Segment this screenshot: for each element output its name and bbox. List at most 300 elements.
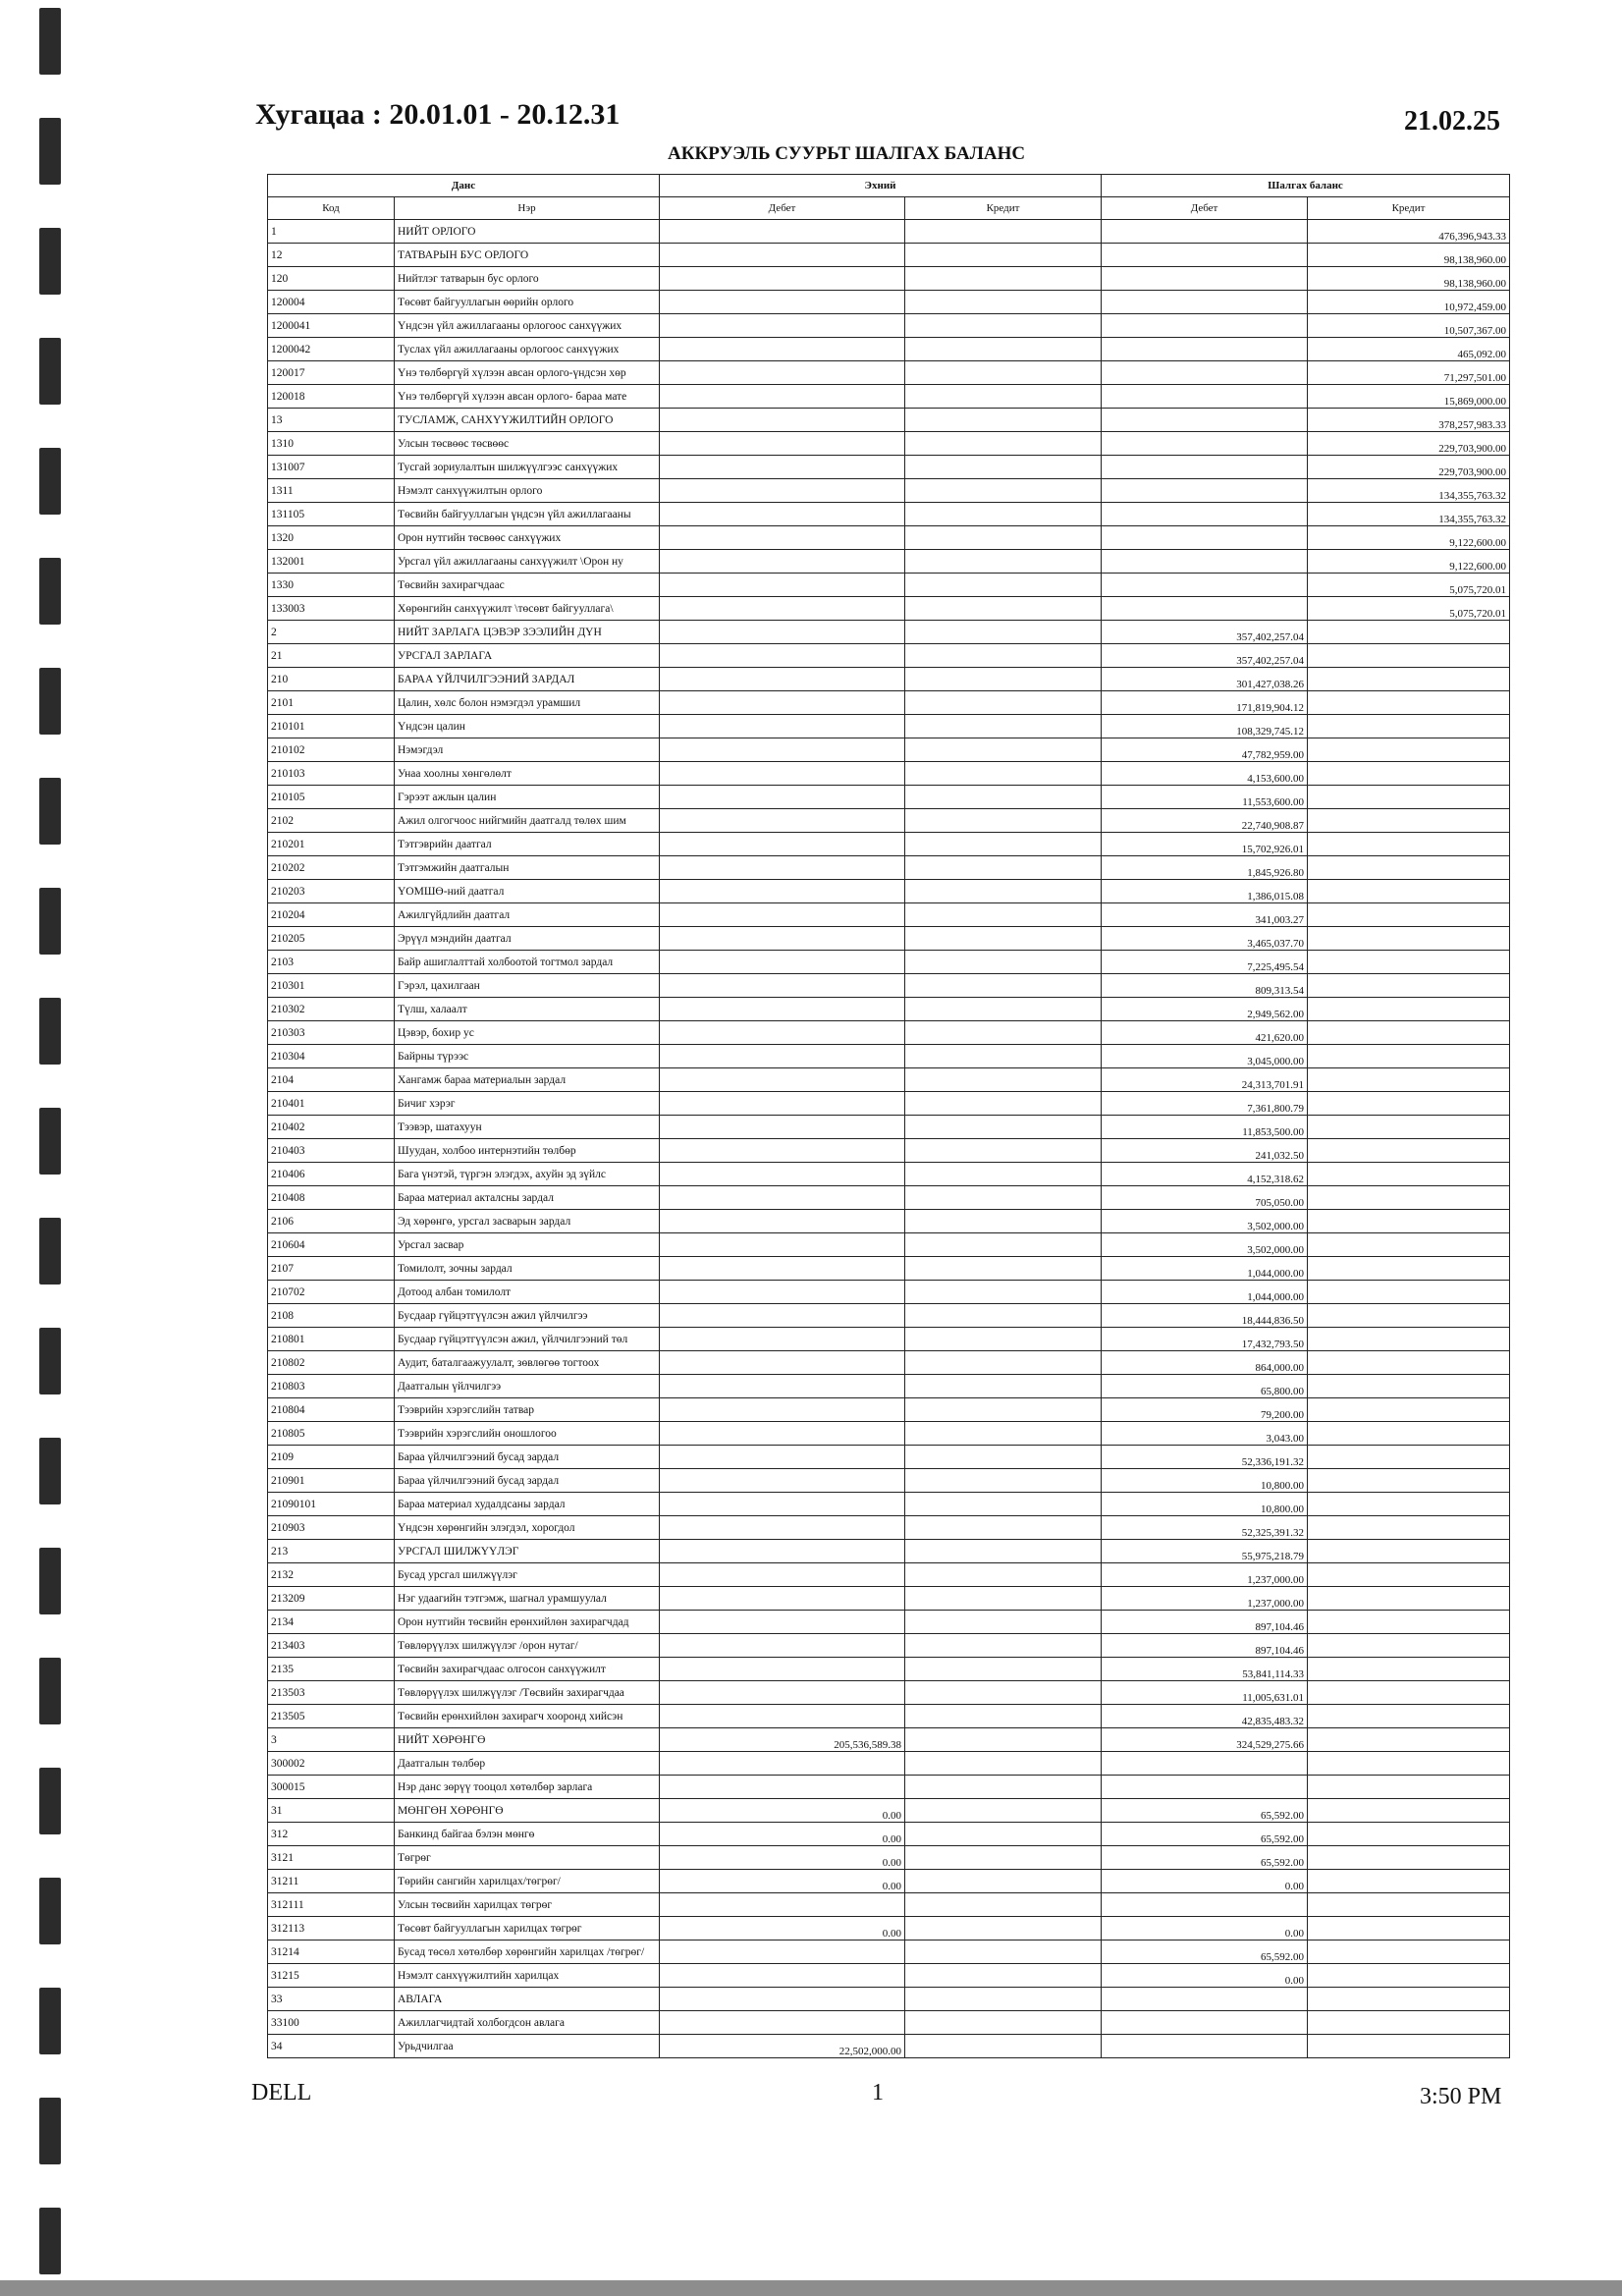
account-code-cell: 210102 bbox=[268, 738, 395, 762]
binding-hole bbox=[39, 1438, 61, 1504]
table-row bbox=[268, 903, 1510, 927]
opening-debit-cell bbox=[660, 1398, 905, 1422]
opening-debit-cell bbox=[660, 574, 905, 597]
account-name-cell: Даатгалын төлбөр bbox=[395, 1752, 660, 1776]
opening-debit-cell bbox=[660, 1233, 905, 1257]
check-credit-cell bbox=[1308, 2011, 1510, 2035]
account-name-cell: Гэрээт ажлын цалин bbox=[395, 786, 660, 809]
opening-credit-cell bbox=[905, 1563, 1102, 1587]
table-row bbox=[268, 550, 1510, 574]
account-name-cell: Бага үнэтэй, түргэн элэгдэх, ахуйн эд зүйлс bbox=[395, 1163, 660, 1186]
check-debit-cell bbox=[1102, 267, 1308, 291]
opening-debit-cell bbox=[660, 550, 905, 574]
opening-debit-cell bbox=[660, 1139, 905, 1163]
check-debit-cell bbox=[1102, 244, 1308, 267]
opening-credit-cell bbox=[905, 903, 1102, 927]
account-name-cell: Орон нутгийн төсвөөс санхүүжих bbox=[395, 526, 660, 550]
opening-credit-cell bbox=[905, 1799, 1102, 1823]
account-name-cell: УРСГАЛ ЗАРЛАГА bbox=[395, 644, 660, 668]
account-name-cell: Орон нутгийн төсвийн ерөнхийлөн захирагчдад bbox=[395, 1611, 660, 1634]
check-credit-cell bbox=[1308, 1328, 1510, 1351]
account-code-cell: 33 bbox=[268, 1988, 395, 2011]
check-credit-cell bbox=[1308, 1540, 1510, 1563]
check-debit-cell: 357,402,257.04 bbox=[1102, 644, 1308, 668]
account-code-cell: 31211 bbox=[268, 1870, 395, 1893]
opening-debit-cell bbox=[660, 1705, 905, 1728]
check-credit-cell: 15,869,000.00 bbox=[1308, 385, 1510, 409]
opening-credit-cell bbox=[905, 1163, 1102, 1186]
account-name-cell: Төсөвт байгууллагын харилцах төгрөг bbox=[395, 1917, 660, 1941]
account-code-cell: 31214 bbox=[268, 1941, 395, 1964]
check-debit-cell: 421,620.00 bbox=[1102, 1021, 1308, 1045]
check-credit-cell bbox=[1308, 998, 1510, 1021]
account-code-cell: 213209 bbox=[268, 1587, 395, 1611]
table-row bbox=[268, 1139, 1510, 1163]
opening-credit-cell bbox=[905, 998, 1102, 1021]
opening-credit-cell bbox=[905, 668, 1102, 691]
opening-credit-cell bbox=[905, 1257, 1102, 1281]
opening-credit-cell bbox=[905, 1728, 1102, 1752]
account-code-cell: 210408 bbox=[268, 1186, 395, 1210]
opening-credit-cell bbox=[905, 2035, 1102, 2058]
account-name-cell: Бусдаар гүйцэтгүүлсэн ажил, үйлчилгээний төл bbox=[395, 1328, 660, 1351]
check-credit-cell bbox=[1308, 738, 1510, 762]
opening-credit-cell bbox=[905, 2011, 1102, 2035]
table-row bbox=[268, 927, 1510, 951]
account-code-cell: 13 bbox=[268, 409, 395, 432]
account-code-cell: 2106 bbox=[268, 1210, 395, 1233]
account-code-cell: 312 bbox=[268, 1823, 395, 1846]
check-credit-cell bbox=[1308, 1799, 1510, 1823]
account-name-cell: Тээврийн хэрэгслийн татвар bbox=[395, 1398, 660, 1422]
opening-credit-cell bbox=[905, 1210, 1102, 1233]
binding-hole bbox=[39, 1768, 61, 1834]
opening-debit-cell bbox=[660, 856, 905, 880]
account-name-cell: Үндсэн үйл ажиллагааны орлогоос санхүүжих bbox=[395, 314, 660, 338]
account-code-cell: 210901 bbox=[268, 1469, 395, 1493]
check-debit-cell: 809,313.54 bbox=[1102, 974, 1308, 998]
check-debit-cell: 0.00 bbox=[1102, 1917, 1308, 1941]
opening-debit-cell bbox=[660, 597, 905, 621]
opening-debit-cell bbox=[660, 1186, 905, 1210]
account-name-cell: Төсөвт байгууллагын өөрийн орлого bbox=[395, 291, 660, 314]
opening-debit-cell bbox=[660, 833, 905, 856]
check-credit-cell bbox=[1308, 1917, 1510, 1941]
binding-hole bbox=[39, 1108, 61, 1175]
opening-credit-cell bbox=[905, 479, 1102, 503]
opening-credit-cell bbox=[905, 1540, 1102, 1563]
table-row bbox=[268, 1540, 1510, 1563]
account-name-cell: Бусдаар гүйцэтгүүлсэн ажил үйлчилгээ bbox=[395, 1304, 660, 1328]
table-row bbox=[268, 597, 1510, 621]
check-credit-cell bbox=[1308, 856, 1510, 880]
opening-credit-cell bbox=[905, 1351, 1102, 1375]
opening-credit-cell bbox=[905, 432, 1102, 456]
opening-debit-cell bbox=[660, 244, 905, 267]
check-debit-cell: 65,592.00 bbox=[1102, 1799, 1308, 1823]
table-row bbox=[268, 2011, 1510, 2035]
opening-credit-cell bbox=[905, 621, 1102, 644]
opening-credit-cell bbox=[905, 1634, 1102, 1658]
check-credit-cell: 10,507,367.00 bbox=[1308, 314, 1510, 338]
account-name-cell: Бусад урсгал шилжүүлэг bbox=[395, 1563, 660, 1587]
account-code-cell: 213505 bbox=[268, 1705, 395, 1728]
account-name-cell: Цалин, хөлс болон нэмэгдэл урамшил bbox=[395, 691, 660, 715]
account-code-cell: 120017 bbox=[268, 361, 395, 385]
opening-credit-cell bbox=[905, 1068, 1102, 1092]
binding-hole bbox=[39, 998, 61, 1065]
account-name-cell: Төсвийн захирагчдаас олгосон санхүүжилт bbox=[395, 1658, 660, 1681]
check-credit-cell bbox=[1308, 1846, 1510, 1870]
opening-credit-cell bbox=[905, 1705, 1102, 1728]
check-debit-cell: 52,336,191.32 bbox=[1102, 1446, 1308, 1469]
check-debit-cell bbox=[1102, 2011, 1308, 2035]
table-row bbox=[268, 1045, 1510, 1068]
opening-credit-cell bbox=[905, 550, 1102, 574]
opening-debit-cell: 0.00 bbox=[660, 1917, 905, 1941]
check-credit-cell bbox=[1308, 2035, 1510, 2058]
check-credit-cell: 5,075,720.01 bbox=[1308, 574, 1510, 597]
account-name-cell: Үнэ төлбөргүй хүлээн авсан орлого-үндсэн хөр bbox=[395, 361, 660, 385]
account-code-cell: 1200042 bbox=[268, 338, 395, 361]
check-debit-cell: 897,104.46 bbox=[1102, 1634, 1308, 1658]
account-code-cell: 210204 bbox=[268, 903, 395, 927]
opening-debit-cell bbox=[660, 1964, 905, 1988]
table-row bbox=[268, 1988, 1510, 2011]
binding-holes bbox=[39, 0, 63, 2296]
check-credit-cell bbox=[1308, 644, 1510, 668]
check-credit-cell bbox=[1308, 1941, 1510, 1964]
opening-credit-cell bbox=[905, 644, 1102, 668]
table-row bbox=[268, 880, 1510, 903]
check-credit-column-header: Кредит bbox=[1308, 197, 1510, 220]
binding-hole bbox=[39, 228, 61, 295]
check-credit-cell bbox=[1308, 1752, 1510, 1776]
opening-debit-cell bbox=[660, 503, 905, 526]
table-row bbox=[268, 314, 1510, 338]
table-row bbox=[268, 1493, 1510, 1516]
opening-debit-cell bbox=[660, 1563, 905, 1587]
binding-hole bbox=[39, 1328, 61, 1394]
account-code-cell: 133003 bbox=[268, 597, 395, 621]
opening-debit-cell bbox=[660, 974, 905, 998]
table-row bbox=[268, 244, 1510, 267]
report-period: Хугацаа : 20.01.01 - 20.12.31 bbox=[255, 98, 621, 131]
table-row bbox=[268, 738, 1510, 762]
account-name-cell: Төвлөрүүлэх шилжүүлэг /Төсвийн захирагчдаа bbox=[395, 1681, 660, 1705]
account-name-cell: Улсын төсвийн харилцах төгрөг bbox=[395, 1893, 660, 1917]
check-debit-cell bbox=[1102, 314, 1308, 338]
account-name-cell: Аудит, баталгаажуулалт, зөвлөгөө тогтоох bbox=[395, 1351, 660, 1375]
account-name-cell: Хөрөнгийн санхүүжилт \төсөвт байгууллага\ bbox=[395, 597, 660, 621]
opening-credit-cell bbox=[905, 1752, 1102, 1776]
account-name-cell: АВЛАГА bbox=[395, 1988, 660, 2011]
account-name-cell: Томилолт, зочны зардал bbox=[395, 1257, 660, 1281]
opening-debit-cell bbox=[660, 691, 905, 715]
account-code-cell: 2132 bbox=[268, 1563, 395, 1587]
table-row bbox=[268, 456, 1510, 479]
check-debit-cell bbox=[1102, 338, 1308, 361]
table-row bbox=[268, 1163, 1510, 1186]
table-row bbox=[268, 409, 1510, 432]
opening-credit-cell bbox=[905, 1516, 1102, 1540]
account-name-cell: Хангамж бараа материалын зардал bbox=[395, 1068, 660, 1092]
account-name-cell: Тэтгэмжийн даатгалын bbox=[395, 856, 660, 880]
check-debit-cell bbox=[1102, 1988, 1308, 2011]
opening-debit-cell bbox=[660, 998, 905, 1021]
opening-credit-cell bbox=[905, 856, 1102, 880]
account-code-cell: 210205 bbox=[268, 927, 395, 951]
opening-credit-cell bbox=[905, 361, 1102, 385]
check-debit-cell: 11,553,600.00 bbox=[1102, 786, 1308, 809]
opening-credit-cell bbox=[905, 1988, 1102, 2011]
opening-debit-cell bbox=[660, 1092, 905, 1116]
account-name-cell: Байр ашиглалттай холбоотой тогтмол зардал bbox=[395, 951, 660, 974]
check-debit-cell bbox=[1102, 2035, 1308, 2058]
check-credit-cell bbox=[1308, 762, 1510, 786]
account-code-cell: 210801 bbox=[268, 1328, 395, 1351]
opening-credit-cell bbox=[905, 1658, 1102, 1681]
check-debit-cell bbox=[1102, 385, 1308, 409]
check-debit-cell: 65,592.00 bbox=[1102, 1823, 1308, 1846]
check-credit-cell bbox=[1308, 1893, 1510, 1917]
table-row bbox=[268, 1563, 1510, 1587]
code-column-header: Код bbox=[268, 197, 395, 220]
table-row bbox=[268, 1611, 1510, 1634]
account-code-cell: 210802 bbox=[268, 1351, 395, 1375]
opening-debit-column-header: Дебет bbox=[660, 197, 905, 220]
account-name-cell: Төсвийн ерөнхийлөн захирагч хооронд хийсэн bbox=[395, 1705, 660, 1728]
check-credit-cell bbox=[1308, 1493, 1510, 1516]
table-row bbox=[268, 1422, 1510, 1446]
table-row bbox=[268, 715, 1510, 738]
opening-debit-cell: 22,502,000.00 bbox=[660, 2035, 905, 2058]
table-row bbox=[268, 338, 1510, 361]
check-credit-cell bbox=[1308, 1870, 1510, 1893]
check-credit-cell bbox=[1308, 1257, 1510, 1281]
table-row bbox=[268, 220, 1510, 244]
opening-credit-cell bbox=[905, 1469, 1102, 1493]
opening-debit-cell bbox=[660, 1163, 905, 1186]
account-name-cell: Төсвийн захирагчдаас bbox=[395, 574, 660, 597]
account-name-cell: Эрүүл мэндийн даатгал bbox=[395, 927, 660, 951]
opening-credit-cell bbox=[905, 1139, 1102, 1163]
table-row bbox=[268, 856, 1510, 880]
check-credit-cell: 134,355,763.32 bbox=[1308, 503, 1510, 526]
check-credit-cell bbox=[1308, 974, 1510, 998]
check-debit-cell: 10,800.00 bbox=[1102, 1469, 1308, 1493]
account-code-cell: 210604 bbox=[268, 1233, 395, 1257]
account-code-cell: 210201 bbox=[268, 833, 395, 856]
account-name-cell: Бараа материал акталсны зардал bbox=[395, 1186, 660, 1210]
check-debit-cell bbox=[1102, 479, 1308, 503]
opening-debit-cell bbox=[660, 1611, 905, 1634]
opening-debit-cell bbox=[660, 786, 905, 809]
table-row bbox=[268, 432, 1510, 456]
check-debit-cell: 324,529,275.66 bbox=[1102, 1728, 1308, 1752]
check-credit-cell bbox=[1308, 786, 1510, 809]
opening-debit-cell bbox=[660, 2011, 905, 2035]
print-time: 3:50 PM bbox=[1420, 2084, 1502, 2109]
opening-credit-cell bbox=[905, 1328, 1102, 1351]
opening-debit-cell bbox=[660, 1328, 905, 1351]
opening-credit-cell bbox=[905, 409, 1102, 432]
check-credit-cell: 229,703,900.00 bbox=[1308, 456, 1510, 479]
account-code-cell: 2103 bbox=[268, 951, 395, 974]
opening-credit-cell bbox=[905, 1611, 1102, 1634]
opening-credit-cell bbox=[905, 880, 1102, 903]
check-credit-cell bbox=[1308, 833, 1510, 856]
check-debit-cell: 65,592.00 bbox=[1102, 1941, 1308, 1964]
account-name-cell: УРСГАЛ ШИЛЖҮҮЛЭГ bbox=[395, 1540, 660, 1563]
page-number: 1 bbox=[872, 2080, 884, 2105]
check-debit-cell bbox=[1102, 597, 1308, 621]
binding-hole bbox=[39, 888, 61, 955]
table-row bbox=[268, 1210, 1510, 1233]
check-credit-cell bbox=[1308, 668, 1510, 691]
account-name-cell: Ажиллагчидтай холбогдсон авлага bbox=[395, 2011, 660, 2035]
account-code-cell: 210103 bbox=[268, 762, 395, 786]
opening-debit-cell bbox=[660, 1540, 905, 1563]
check-debit-cell bbox=[1102, 291, 1308, 314]
opening-debit-cell bbox=[660, 432, 905, 456]
check-credit-cell: 229,703,900.00 bbox=[1308, 432, 1510, 456]
opening-debit-cell bbox=[660, 1045, 905, 1068]
check-debit-cell: 3,502,000.00 bbox=[1102, 1210, 1308, 1233]
account-name-cell: Даатгалын үйлчилгээ bbox=[395, 1375, 660, 1398]
check-debit-cell: 3,043.00 bbox=[1102, 1422, 1308, 1446]
check-credit-cell bbox=[1308, 1776, 1510, 1799]
opening-debit-cell bbox=[660, 1351, 905, 1375]
check-debit-cell bbox=[1102, 456, 1308, 479]
table-row bbox=[268, 998, 1510, 1021]
opening-credit-cell bbox=[905, 1941, 1102, 1964]
check-credit-cell bbox=[1308, 1021, 1510, 1045]
table-row bbox=[268, 1186, 1510, 1210]
check-credit-cell bbox=[1308, 1375, 1510, 1398]
opening-debit-cell: 0.00 bbox=[660, 1799, 905, 1823]
opening-credit-cell bbox=[905, 762, 1102, 786]
check-debit-cell: 171,819,904.12 bbox=[1102, 691, 1308, 715]
account-code-cell: 1200041 bbox=[268, 314, 395, 338]
account-code-cell: 300002 bbox=[268, 1752, 395, 1776]
opening-debit-cell bbox=[660, 1422, 905, 1446]
check-debit-cell: 11,005,631.01 bbox=[1102, 1681, 1308, 1705]
check-debit-cell: 24,313,701.91 bbox=[1102, 1068, 1308, 1092]
account-code-cell: 210805 bbox=[268, 1422, 395, 1446]
check-debit-cell: 22,740,908.87 bbox=[1102, 809, 1308, 833]
opening-debit-cell bbox=[660, 1658, 905, 1681]
opening-credit-cell bbox=[905, 267, 1102, 291]
check-debit-cell: 52,325,391.32 bbox=[1102, 1516, 1308, 1540]
opening-debit-cell bbox=[660, 1776, 905, 1799]
check-credit-cell bbox=[1308, 1964, 1510, 1988]
check-debit-cell: 15,702,926.01 bbox=[1102, 833, 1308, 856]
account-name-cell: Тээвэр, шатахуун bbox=[395, 1116, 660, 1139]
table-row bbox=[268, 621, 1510, 644]
check-credit-cell: 98,138,960.00 bbox=[1308, 267, 1510, 291]
opening-debit-cell bbox=[660, 903, 905, 927]
opening-debit-cell bbox=[660, 385, 905, 409]
opening-credit-cell bbox=[905, 1964, 1102, 1988]
check-debit-cell bbox=[1102, 432, 1308, 456]
binding-hole bbox=[39, 1878, 61, 1944]
binding-hole bbox=[39, 1988, 61, 2054]
check-debit-cell bbox=[1102, 220, 1308, 244]
check-credit-cell: 378,257,983.33 bbox=[1308, 409, 1510, 432]
binding-hole bbox=[39, 2098, 61, 2164]
opening-debit-cell bbox=[660, 1304, 905, 1328]
account-name-cell: Бараа үйлчилгээний бусад зардал bbox=[395, 1469, 660, 1493]
table-row bbox=[268, 1658, 1510, 1681]
opening-debit-cell bbox=[660, 1281, 905, 1304]
account-name-cell: Үндсэн цалин bbox=[395, 715, 660, 738]
check-credit-cell bbox=[1308, 1446, 1510, 1469]
account-name-cell: Төсвийн байгууллагын үндсэн үйл ажиллагааны bbox=[395, 503, 660, 526]
check-debit-cell: 0.00 bbox=[1102, 1964, 1308, 1988]
account-code-cell: 210803 bbox=[268, 1375, 395, 1398]
opening-debit-cell bbox=[660, 1941, 905, 1964]
opening-credit-cell bbox=[905, 597, 1102, 621]
binding-hole bbox=[39, 448, 61, 515]
table-row bbox=[268, 1021, 1510, 1045]
account-code-cell: 213403 bbox=[268, 1634, 395, 1658]
opening-debit-cell bbox=[660, 1068, 905, 1092]
table-row bbox=[268, 1257, 1510, 1281]
check-debit-cell: 79,200.00 bbox=[1102, 1398, 1308, 1422]
account-name-cell: Бараа материал худалдсаны зардал bbox=[395, 1493, 660, 1516]
check-debit-cell: 7,361,800.79 bbox=[1102, 1092, 1308, 1116]
opening-credit-cell bbox=[905, 1846, 1102, 1870]
report-title: АККРУЭЛЬ СУУРЬТ ШАЛГАХ БАЛАНС bbox=[668, 143, 1026, 164]
printer-brand: DELL bbox=[251, 2080, 312, 2105]
account-code-cell: 2104 bbox=[268, 1068, 395, 1092]
opening-credit-cell bbox=[905, 1493, 1102, 1516]
ledger-body bbox=[268, 220, 1510, 2058]
account-code-cell: 34 bbox=[268, 2035, 395, 2058]
check-debit-cell: 11,853,500.00 bbox=[1102, 1116, 1308, 1139]
opening-debit-cell bbox=[660, 1752, 905, 1776]
check-debit-cell bbox=[1102, 361, 1308, 385]
check-credit-cell bbox=[1308, 1705, 1510, 1728]
table-row bbox=[268, 762, 1510, 786]
account-name-cell: ТУСЛАМЖ, САНХҮҮЖИЛТИЙН ОРЛОГО bbox=[395, 409, 660, 432]
opening-debit-cell: 0.00 bbox=[660, 1870, 905, 1893]
opening-credit-cell bbox=[905, 1304, 1102, 1328]
opening-credit-cell bbox=[905, 244, 1102, 267]
check-credit-cell: 465,092.00 bbox=[1308, 338, 1510, 361]
check-credit-cell bbox=[1308, 1163, 1510, 1186]
account-code-cell: 213 bbox=[268, 1540, 395, 1563]
account-name-cell: Гэрэл, цахилгаан bbox=[395, 974, 660, 998]
binding-hole bbox=[39, 2208, 61, 2274]
account-name-cell: Дотоод албан томилолт bbox=[395, 1281, 660, 1304]
account-code-cell: 210202 bbox=[268, 856, 395, 880]
opening-debit-cell bbox=[660, 361, 905, 385]
check-debit-cell: 4,153,600.00 bbox=[1102, 762, 1308, 786]
table-row bbox=[268, 1634, 1510, 1658]
check-credit-cell bbox=[1308, 1116, 1510, 1139]
account-name-cell: Урсгал үйл ажиллагааны санхүүжилт \Орон ну bbox=[395, 550, 660, 574]
account-code-cell: 210303 bbox=[268, 1021, 395, 1045]
opening-credit-cell bbox=[905, 1021, 1102, 1045]
check-debit-cell bbox=[1102, 526, 1308, 550]
opening-credit-cell bbox=[905, 927, 1102, 951]
column-header-row bbox=[268, 197, 1510, 220]
check-debit-cell: 2,949,562.00 bbox=[1102, 998, 1308, 1021]
account-name-cell: Нэмэлт санхүүжилтийн харилцах bbox=[395, 1964, 660, 1988]
check-debit-cell: 1,044,000.00 bbox=[1102, 1257, 1308, 1281]
